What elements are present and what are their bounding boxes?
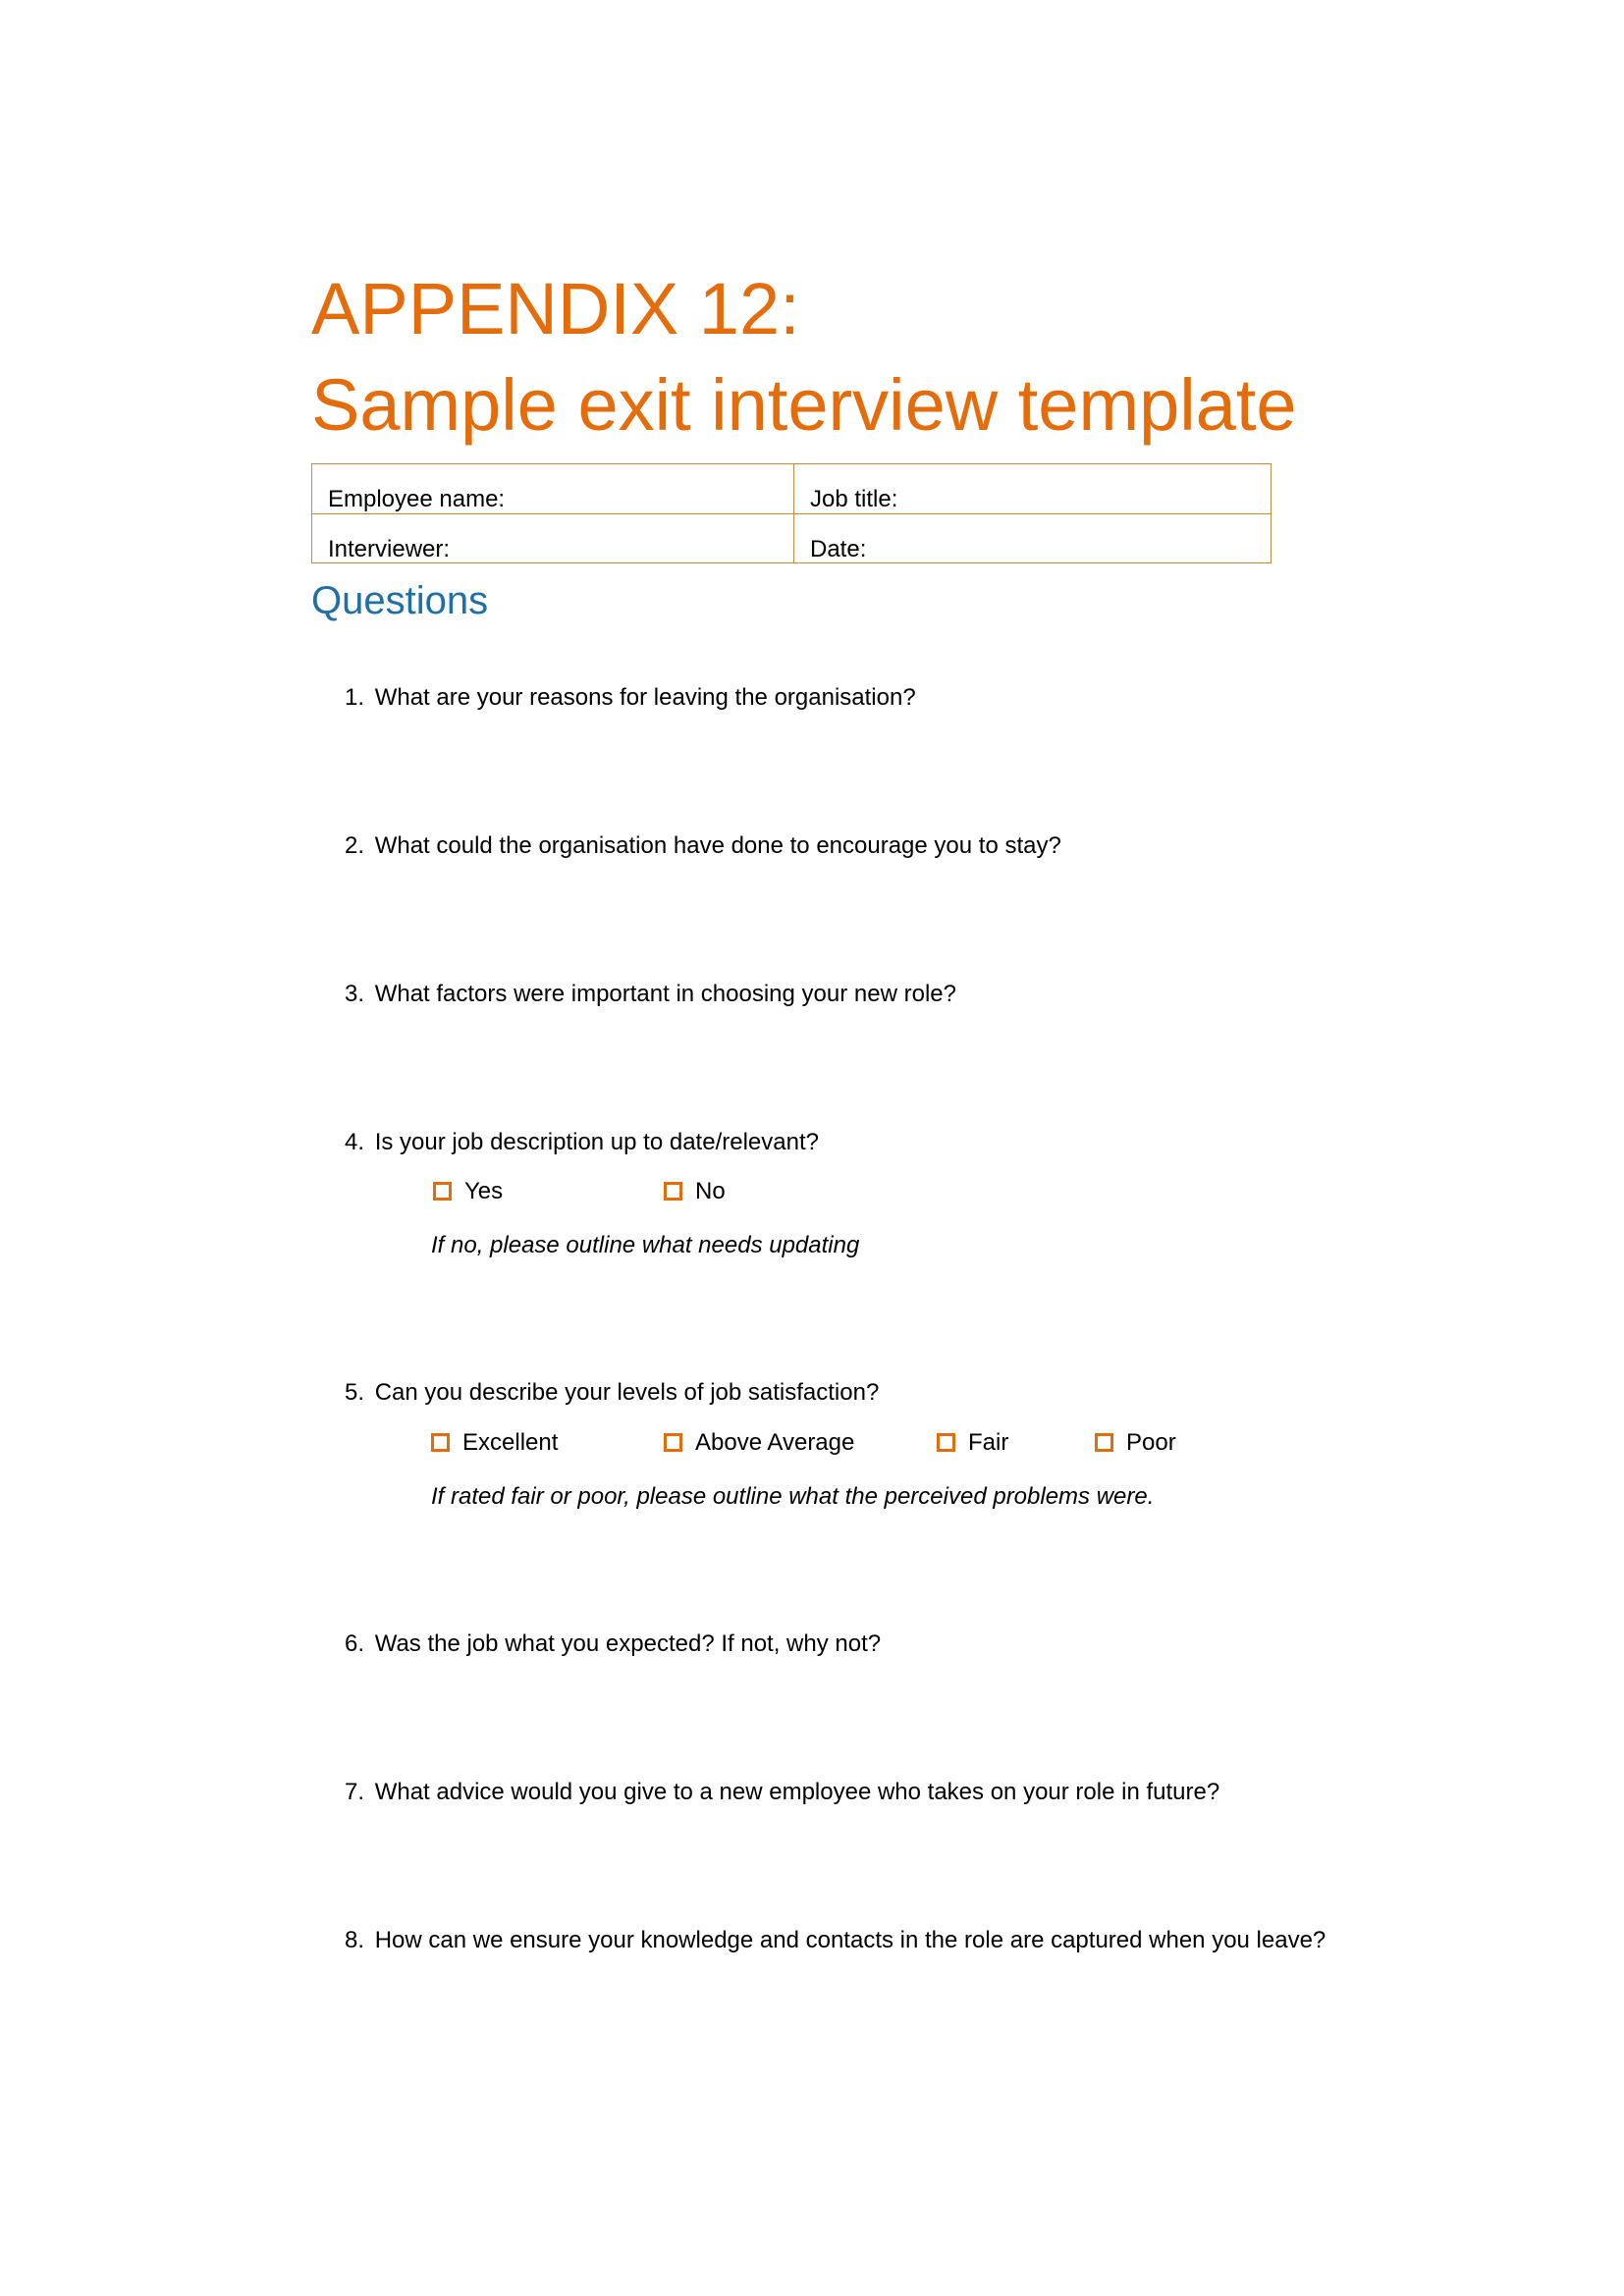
question-text: What advice would you give to a new employee who takes on your role in future? (374, 1779, 1220, 1805)
option-label: Yes (464, 1178, 504, 1204)
appendix-title: APPENDIX 12: (311, 268, 800, 349)
question-text: Was the job what you expected? If not, why not? (374, 1630, 882, 1657)
option-label: Fair (968, 1429, 1009, 1456)
no-checkbox[interactable] (664, 1182, 682, 1201)
fair-checkbox[interactable] (937, 1433, 955, 1452)
question-number: 4. (345, 1129, 365, 1155)
document-title: Sample exit interview template (311, 364, 1297, 446)
question-text: How can we ensure your knowledge and contacts in the role are captured when you leave? (374, 1927, 1326, 1953)
option-label: Poor (1126, 1429, 1176, 1456)
question-number: 6. (345, 1630, 365, 1657)
question-number: 7. (345, 1779, 365, 1805)
question-text: What are your reasons for leaving the organisation? (374, 684, 916, 711)
option-label: Above Average (695, 1429, 855, 1456)
above-average-checkbox[interactable] (664, 1433, 682, 1452)
question-number: 2. (345, 832, 365, 859)
question-5 (345, 1379, 879, 1408)
job-title-label: Job title: (810, 486, 898, 512)
details-row-1 (312, 464, 1271, 513)
question-number: 3. (345, 981, 365, 1007)
interview-details-table (311, 463, 1272, 563)
question-2 (345, 832, 1061, 861)
date-cell[interactable] (793, 514, 1271, 563)
interviewer-label: Interviewer: (328, 536, 451, 562)
question-5-note: If rated fair or poor, please outline what the perceived problems were. (431, 1483, 1155, 1510)
question-text: What factors were important in choosing your new role? (374, 981, 956, 1007)
question-3 (345, 981, 956, 1009)
employee-name-label: Employee name: (328, 486, 506, 512)
question-7 (345, 1779, 1219, 1807)
question-1 (345, 684, 916, 713)
question-number: 5. (345, 1379, 365, 1406)
interviewer-cell[interactable] (312, 514, 793, 563)
question-4-note: If no, please outline what needs updating (431, 1232, 860, 1258)
details-row-2 (312, 513, 1271, 563)
question-text: Can you describe your levels of job satisfaction? (374, 1379, 880, 1406)
poor-checkbox[interactable] (1095, 1433, 1113, 1452)
questions-heading: Questions (311, 579, 489, 622)
question-number: 8. (345, 1927, 365, 1953)
date-label: Date: (810, 536, 867, 562)
question-text: Is your job description up to date/relevant? (374, 1129, 819, 1155)
question-8 (345, 1927, 1326, 1955)
employee-name-cell[interactable] (312, 464, 793, 513)
job-title-cell[interactable] (793, 464, 1271, 513)
question-text: What could the organisation have done to encourage you to stay? (374, 832, 1061, 859)
option-label: No (695, 1178, 726, 1204)
excellent-checkbox[interactable] (431, 1433, 450, 1452)
option-label: Excellent (462, 1429, 559, 1456)
question-6 (345, 1630, 881, 1659)
question-4 (345, 1129, 819, 1157)
yes-checkbox[interactable] (433, 1182, 452, 1201)
question-number: 1. (345, 684, 365, 711)
